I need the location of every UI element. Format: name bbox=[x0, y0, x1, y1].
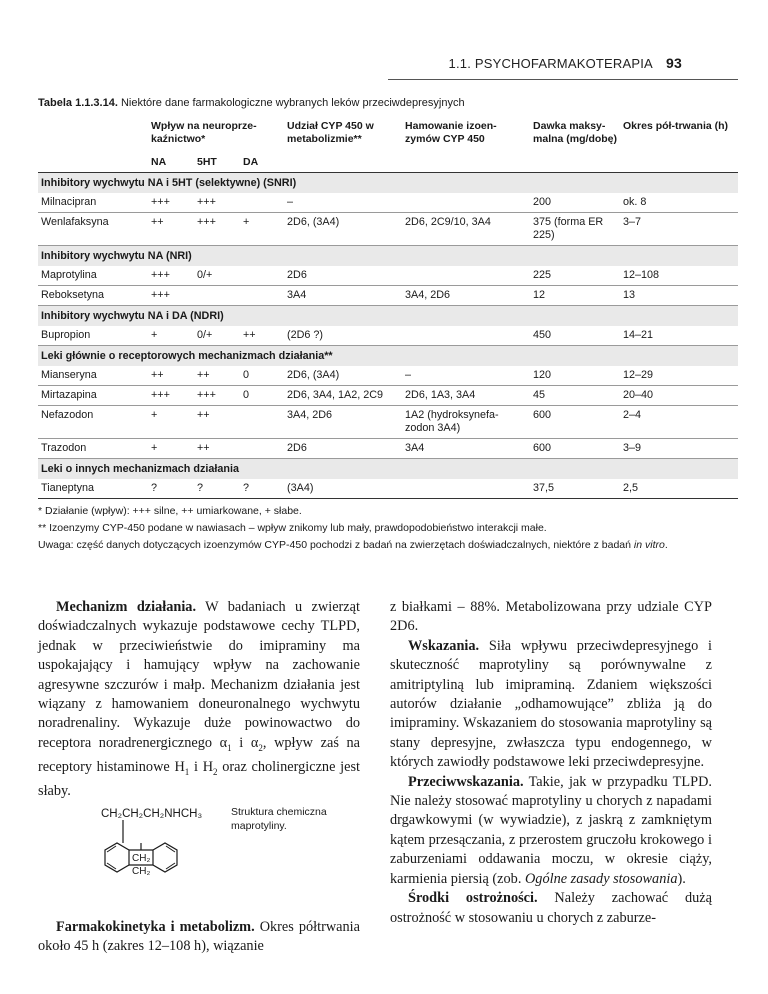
table-cell-inh bbox=[402, 326, 530, 346]
table-cell-ht bbox=[194, 286, 240, 306]
contraindications-end: ). bbox=[677, 870, 686, 887]
table-cell-da bbox=[240, 266, 284, 286]
table-cell-da: ++ bbox=[240, 326, 284, 346]
paragraph-pharmacokinetics bbox=[38, 918, 360, 957]
subscript: 2 bbox=[258, 742, 263, 753]
table-cell-dose: 600 bbox=[530, 406, 620, 439]
table-caption bbox=[38, 97, 465, 109]
table-cell-cyp: 3A4 bbox=[284, 286, 402, 306]
table-cell-cyp: 2D6, 3A4, 1A2, 2C9 bbox=[284, 386, 402, 406]
indications-text: Siła wpływu przeciwdepresyjnego i skuteczność maprotyliny są porównywalne z amitriptyliną lub imipraminą. Zdaniem większości autorów działanie „odhamowujące” zbliża ją do imipraminy. Wskazaniem do stosowania maprotyliny są stany depresyjne, zwłaszcza typu endogennego, w których zawiodły podstawowe leki przeciwdepresyjne. bbox=[390, 637, 712, 771]
table-cell-da bbox=[240, 286, 284, 306]
table-cell-ht: +++ bbox=[194, 213, 240, 246]
note-effect: * Działanie (wpływ): +++ silne, ++ umiarkowane, + słabe. bbox=[38, 505, 302, 517]
structure-ch2-label: CH₂ bbox=[132, 853, 151, 864]
table-cell-ht: ++ bbox=[194, 439, 240, 459]
header-effect: Wpływ na neuroprze-kaźnictwo* bbox=[151, 120, 257, 145]
table-cell-ht: 0/+ bbox=[194, 326, 240, 346]
table-cell-drug: Nefazodon bbox=[38, 406, 148, 439]
table-cell-half: 13 bbox=[620, 286, 738, 306]
table-cell-drug: Milnacipran bbox=[38, 193, 148, 213]
header-5ht: 5HT bbox=[194, 152, 240, 173]
header-halflife: Okres pół-trwania (h) bbox=[623, 120, 729, 132]
table-category-row bbox=[38, 306, 738, 327]
table-cell-na: + bbox=[148, 406, 194, 439]
table-cell-da: 0 bbox=[240, 386, 284, 406]
table-cell-da: 0 bbox=[240, 366, 284, 386]
header-inhibition: Hamowanie izoen-zymów CYP 450 bbox=[405, 120, 497, 145]
mechanism-text: W badaniach u zwierząt doświadczalnych wykazuje podstawowe cechy TLPD, jednak w przeciwieństwie do imipraminy ma uspokajający i hamujący wpływ na zachowanie agresywne szczurów i małp. Mechanizm działania jest wiązany z hamowaniem doneuronalnego wychwytu noradrenaliny. Wykazuje duże powinowactwo do receptora noradrenergicznego α bbox=[38, 599, 360, 751]
page-number: 93 bbox=[666, 55, 682, 71]
table-cell-dose: 600 bbox=[530, 439, 620, 459]
table-cell-drug: Reboksetyna bbox=[38, 286, 148, 306]
table-cell-inh: 2D6, 1A3, 3A4 bbox=[402, 386, 530, 406]
table-cell-inh bbox=[402, 479, 530, 499]
table-cell-na: ? bbox=[148, 479, 194, 499]
table-row bbox=[38, 366, 738, 386]
note-cyp: ** Izoenzymy CYP-450 podane w nawiasach – wpływ znikomy lub mały, prawdopodobieństwo interakcji małe. bbox=[38, 522, 547, 534]
header-cyp: Udział CYP 450 w metabolizmie** bbox=[287, 120, 374, 145]
table-cell-dose: 225 bbox=[530, 266, 620, 286]
table-category-row bbox=[38, 173, 738, 194]
table-cell-cyp: 3A4, 2D6 bbox=[284, 406, 402, 439]
table-cell-da bbox=[240, 406, 284, 439]
table-row bbox=[38, 266, 738, 286]
table-cell-dose: 37,5 bbox=[530, 479, 620, 499]
table-category-row bbox=[38, 246, 738, 267]
table-cell-da bbox=[240, 439, 284, 459]
table-row bbox=[38, 439, 738, 459]
table-cell-da: + bbox=[240, 213, 284, 246]
table-cell-dose: 200 bbox=[530, 193, 620, 213]
table-cell-inh: – bbox=[402, 366, 530, 386]
table-cell-half: 2–4 bbox=[620, 406, 738, 439]
table-cell-ht: 0/+ bbox=[194, 266, 240, 286]
note-remark-end: . bbox=[664, 539, 668, 551]
table-cell-drug: Bupropion bbox=[38, 326, 148, 346]
table-cell-cyp: 2D6, (3A4) bbox=[284, 366, 402, 386]
table-cell-na: +++ bbox=[148, 193, 194, 213]
chemical-structure-figure bbox=[95, 805, 415, 905]
table-cell-half: 3–7 bbox=[620, 213, 738, 246]
table-cell-dose: 12 bbox=[530, 286, 620, 306]
header-blank bbox=[530, 152, 620, 173]
note-remark bbox=[38, 537, 748, 554]
structure-chain-label: CH₂CH₂CH₂NHCH₃ bbox=[101, 808, 203, 820]
table-row bbox=[38, 286, 738, 306]
mechanism-text: i α bbox=[231, 734, 259, 751]
table-cell-inh: 1A2 (hydroksynefa-zodon 3A4) bbox=[402, 406, 530, 439]
paragraph-indications bbox=[390, 637, 712, 773]
paragraph-precautions bbox=[390, 889, 712, 928]
table-cell-na: +++ bbox=[148, 286, 194, 306]
table-cell-drug: Wenlafaksyna bbox=[38, 213, 148, 246]
precautions-heading: Środki ostrożności. bbox=[408, 890, 538, 907]
table-cell-inh: 3A4, 2D6 bbox=[402, 286, 530, 306]
table-cell-cyp: 2D6 bbox=[284, 439, 402, 459]
header-blank bbox=[38, 118, 148, 152]
table-cell-na: + bbox=[148, 439, 194, 459]
table-row bbox=[38, 479, 738, 499]
table-cell-da bbox=[240, 193, 284, 213]
indications-heading: Wskazania. bbox=[408, 637, 480, 654]
table-cell-half: 12–29 bbox=[620, 366, 738, 386]
table-cell-drug: Mirtazapina bbox=[38, 386, 148, 406]
structure-ch2-label: CH₂ bbox=[132, 866, 151, 877]
header-rule bbox=[388, 79, 738, 80]
header-blank bbox=[620, 152, 738, 173]
contraindications-italic: Ogólne zasady stosowania bbox=[524, 870, 678, 887]
table-cell-inh bbox=[402, 193, 530, 213]
table-category-row bbox=[38, 346, 738, 367]
structure-caption: Struktura chemiczna maprotyliny. bbox=[231, 806, 327, 832]
table-cell-na: +++ bbox=[148, 386, 194, 406]
table-cell-inh: 2D6, 2C9/10, 3A4 bbox=[402, 213, 530, 246]
table-cell-half: 3–9 bbox=[620, 439, 738, 459]
table-cell-dose: 45 bbox=[530, 386, 620, 406]
pharmacokinetics-text: Okres półtrwania około 45 h (zakres 12–108 h), wiązanie bbox=[38, 919, 360, 955]
pharmacokinetics-block bbox=[38, 918, 360, 957]
table-row bbox=[38, 213, 738, 246]
table-cell-half: 12–108 bbox=[620, 266, 738, 286]
table-cell-cyp: – bbox=[284, 193, 402, 213]
table-cell-cyp: (2D6 ?) bbox=[284, 326, 402, 346]
table-cell-ht: +++ bbox=[194, 193, 240, 213]
table-category-label: Inhibitory wychwytu NA i DA (NDRI) bbox=[38, 306, 738, 327]
pharmacokinetics-heading: Farmakokinetyka i metabolizm. bbox=[56, 919, 255, 935]
table-cell-na: ++ bbox=[148, 366, 194, 386]
paragraph-protein-binding: z białkami – 88%. Metabolizowana przy udziale CYP 2D6. bbox=[390, 599, 712, 635]
maprotiline-structure-icon bbox=[95, 805, 225, 905]
table-cell-cyp: 2D6 bbox=[284, 266, 402, 286]
header-na: NA bbox=[148, 152, 194, 173]
table-cell-cyp: (3A4) bbox=[284, 479, 402, 499]
right-column bbox=[390, 598, 712, 928]
note-remark-italic: in vitro bbox=[633, 539, 665, 551]
table-row bbox=[38, 193, 738, 213]
table-cell-half: 20–40 bbox=[620, 386, 738, 406]
table-cell-half: 14–21 bbox=[620, 326, 738, 346]
table-caption-number: Tabela 1.1.3.14. bbox=[38, 97, 118, 109]
paragraph-mechanism bbox=[38, 598, 360, 802]
table-category-row bbox=[38, 459, 738, 480]
table-cell-ht: ? bbox=[194, 479, 240, 499]
table-cell-half: ok. 8 bbox=[620, 193, 738, 213]
left-column bbox=[38, 598, 360, 802]
table-cell-drug: Mianseryna bbox=[38, 366, 148, 386]
header-da: DA bbox=[240, 152, 284, 173]
header-blank bbox=[38, 152, 148, 173]
mechanism-heading: Mechanizm działania. bbox=[56, 599, 197, 615]
table-caption-text: Niektóre dane farmakologiczne wybranych leków przeciwdepresyjnych bbox=[117, 97, 465, 109]
note-remark-text: Uwaga: część danych dotyczących izoenzymów CYP-450 pochodzi z badań na zwierzętach doświadczalnych, niektóre z badań bbox=[38, 539, 634, 551]
drug-table bbox=[38, 118, 738, 499]
table-cell-inh: 3A4 bbox=[402, 439, 530, 459]
mechanism-text: oraz cholinergiczne jest słaby. bbox=[38, 759, 360, 800]
subscript: 1 bbox=[227, 742, 232, 753]
subscript: 1 bbox=[184, 766, 190, 777]
table-cell-dose: 450 bbox=[530, 326, 620, 346]
table-row bbox=[38, 406, 738, 439]
table-category-label: Leki głównie o receptorowych mechanizmach działania** bbox=[38, 346, 738, 367]
contraindications-text: Takie, jak w przypadku TLPD. Nie należy stosować maprotyliny u chorych z napadami drgawkowymi (w wywiadzie), z jaskrą z zamkniętym kątem przesączania, z przerostem gruczołu krokowego i zaburzeniami oddawania moczu, w okresie ciąży, karmienia piersią (zob. bbox=[390, 773, 712, 887]
table-cell-na: + bbox=[148, 326, 194, 346]
table-cell-da: ? bbox=[240, 479, 284, 499]
table-category-label: Inhibitory wychwytu NA (NRI) bbox=[38, 246, 738, 267]
table-cell-dose: 120 bbox=[530, 366, 620, 386]
table-cell-ht: ++ bbox=[194, 366, 240, 386]
table-cell-na: +++ bbox=[148, 266, 194, 286]
table-cell-ht: +++ bbox=[194, 386, 240, 406]
table-cell-na: ++ bbox=[148, 213, 194, 246]
running-header bbox=[449, 55, 682, 71]
table-cell-cyp: 2D6, (3A4) bbox=[284, 213, 402, 246]
table-notes bbox=[38, 503, 748, 554]
header-blank bbox=[284, 152, 402, 173]
contraindications-heading: Przeciwwskazania. bbox=[408, 773, 524, 790]
table-cell-ht: ++ bbox=[194, 406, 240, 439]
table-cell-drug: Maprotylina bbox=[38, 266, 148, 286]
table-cell-dose: 375 (forma ER 225) bbox=[530, 213, 620, 246]
table-row bbox=[38, 326, 738, 346]
precautions-text: Należy zachować dużą ostrożność w stosowaniu u chorych z zaburze- bbox=[390, 890, 712, 926]
table-cell-drug: Tianeptyna bbox=[38, 479, 148, 499]
table-cell-inh bbox=[402, 266, 530, 286]
mechanism-text: i H bbox=[189, 759, 214, 776]
table-row bbox=[38, 386, 738, 406]
table-category-label: Leki o innych mechanizmach działania bbox=[38, 459, 738, 480]
header-section-title: 1.1. PSYCHOFARMAKOTERAPIA bbox=[448, 56, 653, 71]
paragraph-contraindications bbox=[390, 773, 712, 889]
header-dose: Dawka maksy-malna (mg/dobę) bbox=[533, 120, 618, 145]
subscript: 2 bbox=[213, 766, 218, 777]
table-cell-drug: Trazodon bbox=[38, 439, 148, 459]
header-blank bbox=[402, 152, 530, 173]
table-cell-half: 2,5 bbox=[620, 479, 738, 499]
mechanism-text: , wpływ zaś na receptory histaminowe H bbox=[38, 734, 360, 776]
table-category-label: Inhibitory wychwytu NA i 5HT (selektywne) (SNRI) bbox=[38, 173, 738, 194]
